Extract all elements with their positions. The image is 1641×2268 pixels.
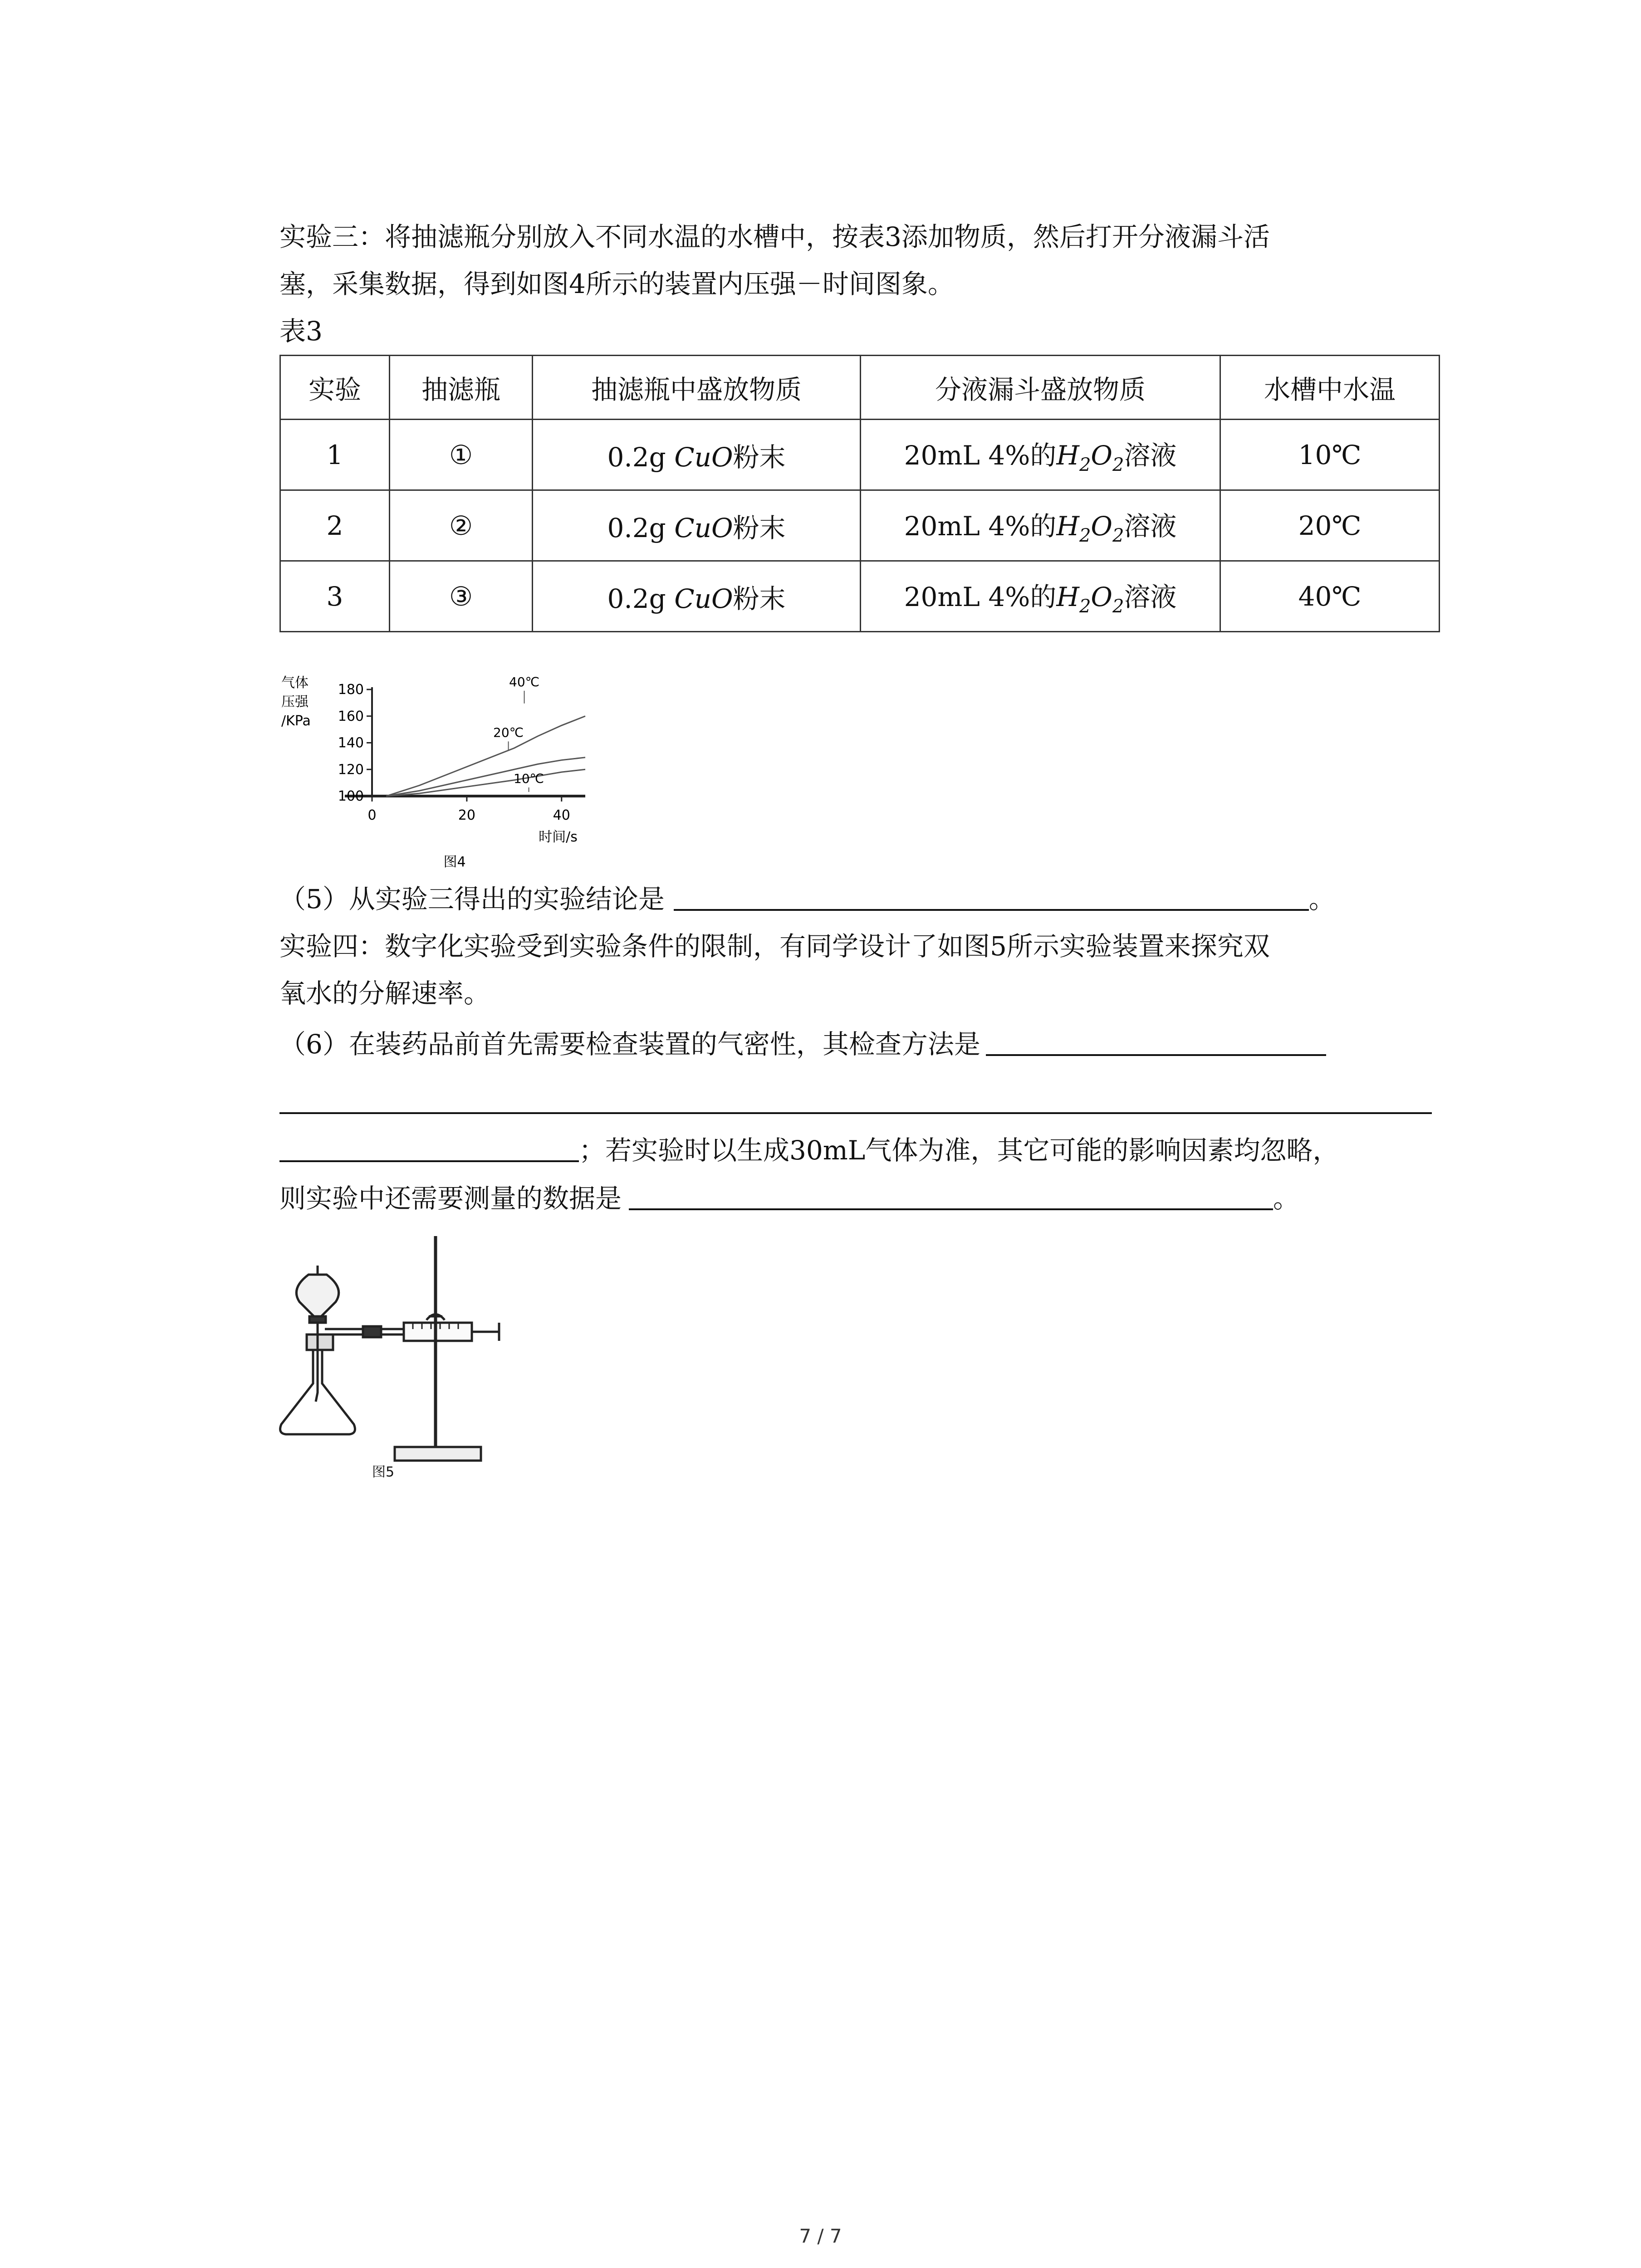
q6-method-blank[interactable]	[986, 1022, 1326, 1056]
exp4-line2: 氧水的分解速率。	[279, 978, 490, 1009]
funnel-cell: 20mL 4%的$H_2O_2$溶液	[861, 561, 1220, 632]
figure4-caption: 图4	[443, 854, 466, 870]
y-tick-label: 120	[338, 762, 364, 778]
stand-base	[395, 1447, 481, 1461]
exp4-line1: 实验四：数字化实验受到实验条件的限制，有同学设计了如图5所示实验装置来探究双	[279, 931, 1270, 962]
temp-cell: 10℃	[1220, 420, 1440, 490]
funnel-cell: 20mL 4%的$H_2O_2$溶液	[861, 420, 1220, 490]
y-axis-label	[281, 675, 311, 729]
funnel-stopcock	[309, 1316, 326, 1323]
q6-line1	[279, 1021, 1326, 1068]
substance-cell: 0.2g CuO粉末	[533, 561, 861, 632]
x-tick-label: 20	[458, 807, 475, 823]
rubber-connector	[363, 1326, 381, 1337]
chart-series	[386, 675, 585, 796]
pressure-time-chart	[272, 667, 617, 880]
y-axis-label-line: /KPa	[281, 713, 311, 729]
y-axis-label-line: 压强	[281, 694, 309, 710]
header-cell: 抽滤瓶中盛放物质	[533, 356, 861, 420]
table-3	[279, 355, 1440, 632]
separatory-funnel	[296, 1266, 338, 1320]
header-cell: 分液漏斗盛放物质	[861, 356, 1220, 420]
bottle-cell: ②	[390, 490, 533, 561]
header-cell: 实验	[280, 356, 390, 420]
temp-cell: 40℃	[1220, 561, 1440, 632]
bottle-cell: ①	[390, 420, 533, 490]
apparatus-figure5	[272, 1211, 544, 1488]
q6-period: 。	[1273, 1183, 1300, 1214]
q5-answer-blank[interactable]	[674, 877, 1309, 911]
series-line	[386, 769, 585, 796]
q6-prefix: （6）在装药品前首先需要检查装置的气密性，其检查方法是	[279, 1029, 980, 1060]
y-tick-label: 180	[338, 682, 364, 698]
temp-cell: 20℃	[1220, 490, 1440, 561]
x-axis-label: 时间/s	[539, 829, 578, 845]
q6-method-blank-line3[interactable]	[279, 1129, 579, 1162]
page-number: 7 / 7	[799, 2225, 842, 2247]
q6-mid-text: ；若实验时以生成30mL气体为准，其它可能的影响因素均忽略，	[579, 1135, 1339, 1166]
flask-stopper	[307, 1334, 333, 1350]
y-tick-label: 140	[338, 735, 364, 751]
funnel-stem	[316, 1320, 318, 1402]
series-line	[386, 758, 585, 796]
table-caption: 表3	[279, 316, 323, 347]
header-cell: 抽滤瓶	[390, 356, 533, 420]
q5-line	[279, 875, 1335, 923]
syringe-barrel	[404, 1323, 472, 1341]
table-header-row	[280, 356, 1440, 420]
q6-line4-prefix: 则实验中还需要测量的数据是	[279, 1183, 622, 1214]
table-row	[280, 490, 1440, 561]
series-label: 20℃	[493, 725, 524, 740]
exp-cell: 1	[280, 420, 390, 490]
y-axis-label-line: 气体	[281, 675, 309, 691]
y-tick-label: 100	[338, 788, 364, 804]
q5-period: 。	[1308, 884, 1335, 914]
header-cell: 水槽中水温	[1220, 356, 1440, 420]
exp-cell: 3	[280, 561, 390, 632]
funnel-cell: 20mL 4%的$H_2O_2$溶液	[861, 490, 1220, 561]
substance-cell: 0.2g CuO粉末	[533, 420, 861, 490]
y-tick-label: 160	[338, 708, 364, 724]
q6-line3	[279, 1127, 1339, 1174]
syringe-plunger	[472, 1323, 499, 1341]
exp-cell: 2	[280, 490, 390, 561]
x-tick-label: 0	[367, 807, 377, 823]
x-tick-label: 40	[553, 807, 570, 823]
table-row	[280, 420, 1440, 490]
series-label: 10℃	[514, 771, 544, 786]
exp3-line2: 塞，采集数据，得到如图4所示的装置内压强－时间图象。	[279, 269, 954, 299]
table-row	[280, 561, 1440, 632]
series-label: 40℃	[509, 674, 540, 689]
bottle-cell: ③	[390, 561, 533, 632]
q6-method-blank-line2[interactable]	[279, 1112, 1432, 1114]
figure5-caption: 图5	[372, 1464, 395, 1480]
substance-cell: 0.2g CuO粉末	[533, 490, 861, 561]
q5-prefix: （5）从实验三得出的实验结论是	[279, 884, 665, 914]
chart-axes	[345, 687, 585, 796]
q6-data-blank[interactable]	[629, 1177, 1273, 1210]
exp3-line1: 实验三：将抽滤瓶分别放入不同水温的水槽中，按表3添加物质，然后打开分液漏斗活	[279, 221, 1270, 252]
